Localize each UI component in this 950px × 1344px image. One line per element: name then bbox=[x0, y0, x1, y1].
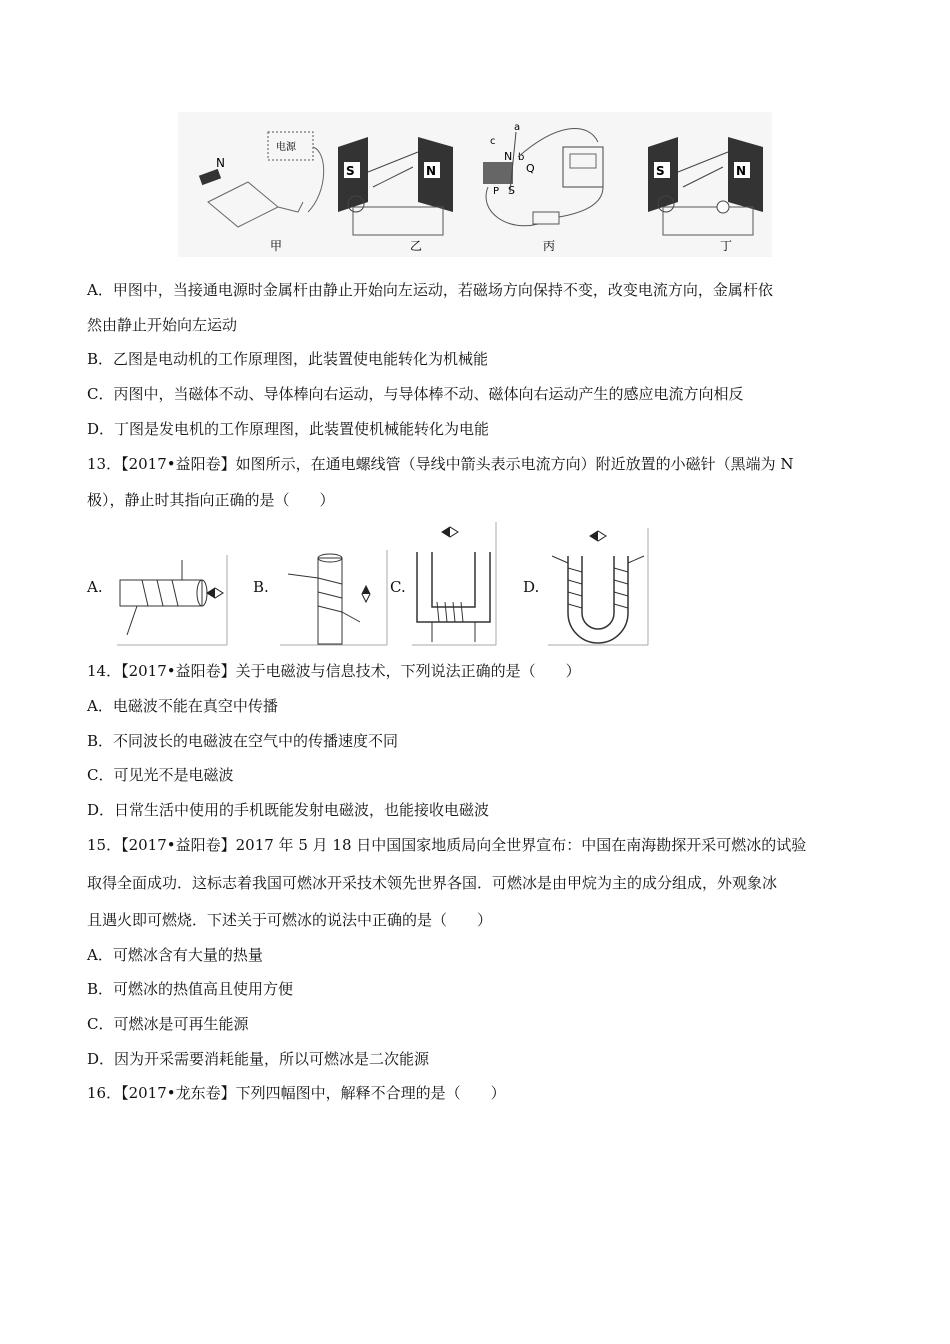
q14-option-b: B．不同波长的电磁波在空气中的传播速度不同 bbox=[87, 732, 399, 750]
svg-text:b: b bbox=[518, 152, 525, 163]
svg-text:丁: 丁 bbox=[720, 239, 733, 253]
q13-option-c-label: C. bbox=[390, 578, 406, 596]
q15-option-d: D．因为开采需要消耗能量，所以可燃冰是二次能源 bbox=[87, 1050, 430, 1068]
q15-stem-line1: 15．【2017•益阳卷】2017 年 5 月 18 日中国国家地质局向全世界宣布：中国在南海勘探开采可燃冰的试验 bbox=[87, 836, 807, 854]
svg-text:N: N bbox=[216, 156, 225, 170]
q15-stem-line3: 且遇火即可燃烧．下述关于可燃冰的说法中正确的是（ ） bbox=[87, 911, 493, 929]
q12-option-b: B．乙图是电动机的工作原理图，此装置使电能转化为机械能 bbox=[87, 350, 489, 368]
q15-option-a: A．可燃冰含有大量的热量 bbox=[87, 946, 263, 964]
q12-figure bbox=[178, 112, 772, 257]
q14-option-a: A．电磁波不能在真空中传播 bbox=[87, 697, 278, 715]
svg-text:乙: 乙 bbox=[410, 239, 423, 253]
svg-text:S: S bbox=[346, 164, 355, 178]
svg-text:N: N bbox=[736, 164, 747, 178]
q16-stem: 16．【2017•龙东卷】下列四幅图中，解释不合理的是（ ） bbox=[87, 1084, 506, 1102]
svg-text:丙: 丙 bbox=[543, 239, 556, 253]
q14-option-d: D．日常生活中使用的手机既能发射电磁波，也能接收电磁波 bbox=[87, 801, 490, 819]
svg-text:P: P bbox=[493, 186, 500, 197]
q13-figure-b bbox=[280, 550, 390, 647]
svg-text:N: N bbox=[426, 164, 437, 178]
q13-stem-line1: 13．【2017•益阳卷】如图所示，在通电螺线管（导线中箭头表示电流方向）附近放置的小磁针（黑端为 N bbox=[87, 455, 794, 473]
q14-stem: 14．【2017•益阳卷】关于电磁波与信息技术，下列说法正确的是（ ） bbox=[87, 662, 581, 680]
svg-text:甲: 甲 bbox=[270, 239, 283, 253]
q15-option-b: B．可燃冰的热值高且使用方便 bbox=[87, 980, 294, 998]
svg-text:N: N bbox=[504, 150, 513, 163]
svg-text:S: S bbox=[508, 184, 515, 197]
q15-option-c: C．可燃冰是可再生能源 bbox=[87, 1015, 249, 1033]
svg-text:a: a bbox=[514, 122, 521, 133]
q12-option-d: D．丁图是发电机的工作原理图，此装置使机械能转化为电能 bbox=[87, 420, 490, 438]
q13-figure-c bbox=[412, 522, 500, 647]
svg-text:S: S bbox=[656, 164, 665, 178]
q13-figure-a bbox=[112, 555, 230, 647]
q13-option-b-label: B. bbox=[253, 578, 269, 596]
svg-text:c: c bbox=[490, 136, 496, 147]
svg-text:Q: Q bbox=[526, 162, 535, 175]
q13-option-a-label: A. bbox=[87, 578, 103, 596]
q12-option-a-line1: A．甲图中，当接通电源时金属杆由静止开始向左运动，若磁场方向保持不变，改变电流方向，金属杆依 bbox=[87, 281, 773, 299]
q14-option-c: C．可见光不是电磁波 bbox=[87, 766, 234, 784]
q15-stem-line2: 取得全面成功．这标志着我国可燃冰开采技术领先世界各国．可燃冰是由甲烷为主的成分组成，外观象冰 bbox=[87, 874, 778, 892]
q13-option-d-label: D. bbox=[523, 578, 540, 596]
q13-figure-d bbox=[548, 528, 652, 647]
q13-stem-line2: 极），静止时其指向正确的是（ ） bbox=[87, 491, 335, 509]
q12-option-a-line2: 然由静止开始向左运动 bbox=[87, 316, 238, 334]
q12-option-c: C．丙图中，当磁体不动、导体棒向右运动，与导体棒不动、磁体向右运动产生的感应电流方向相反 bbox=[87, 385, 744, 403]
svg-text:电源: 电源 bbox=[276, 142, 296, 153]
